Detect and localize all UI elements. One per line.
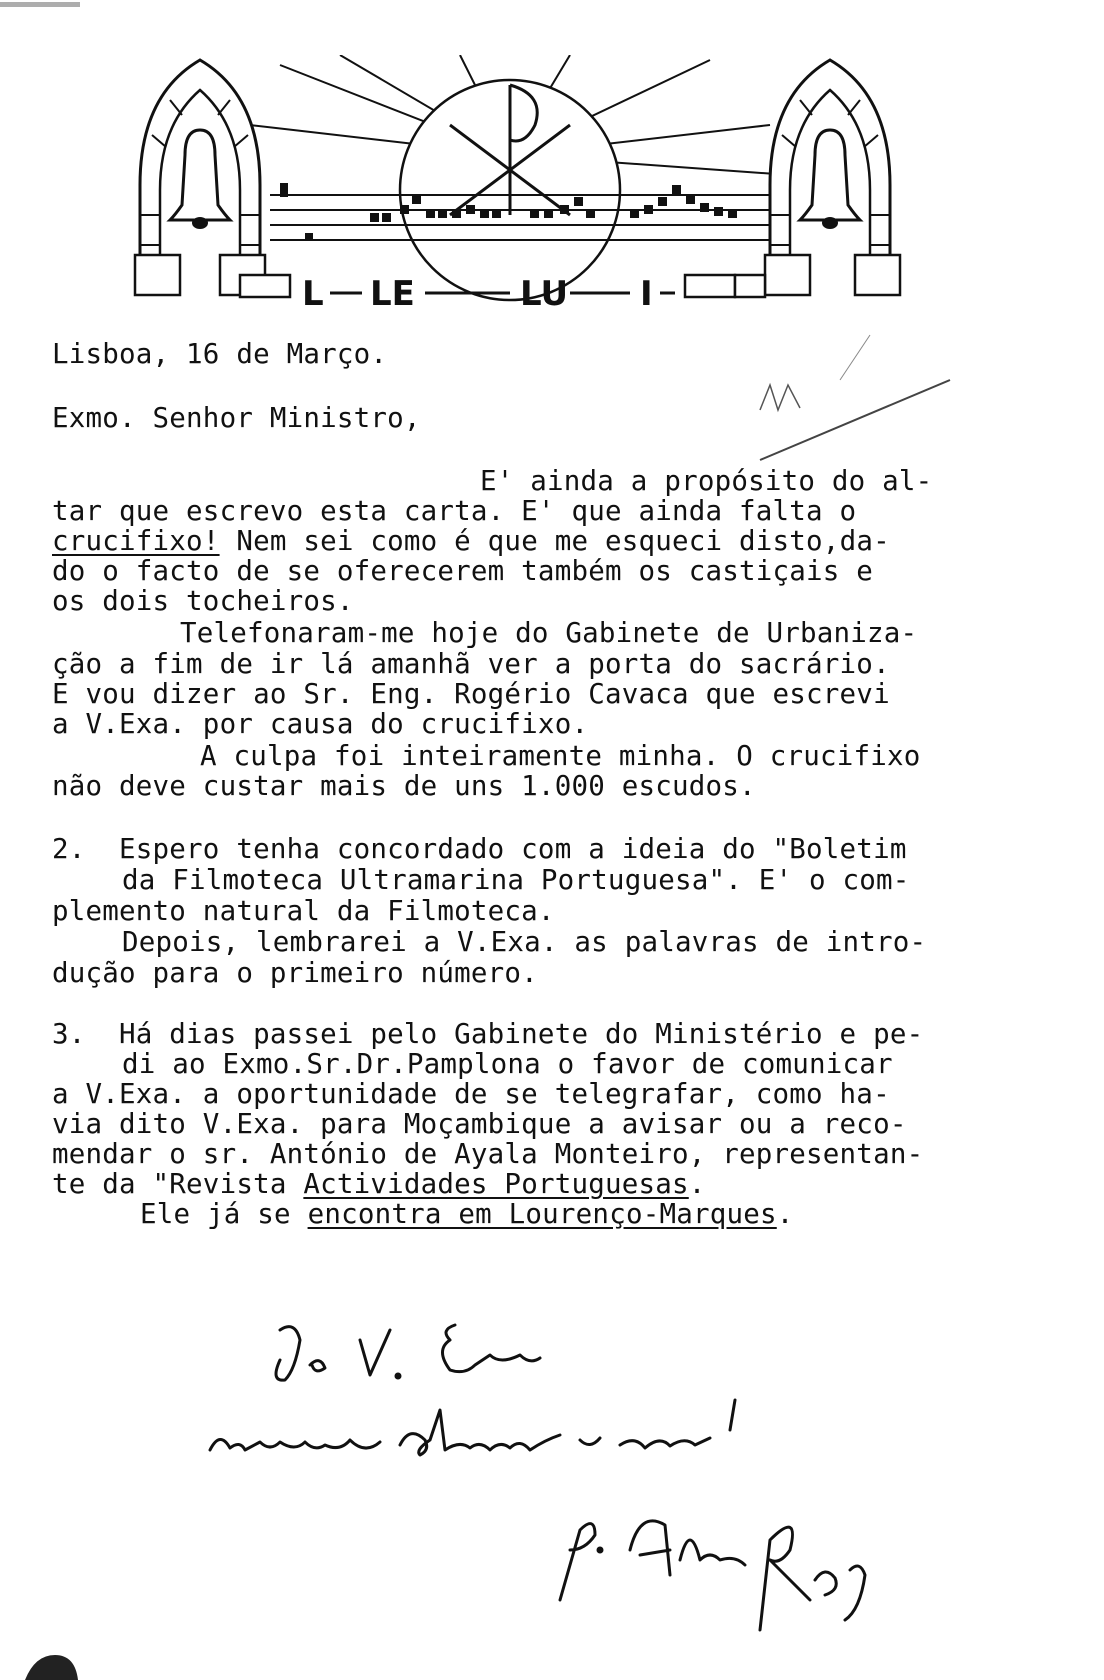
paragraph-line: 2. Espero tenha concordado com a ideia do "Boletim: [52, 833, 907, 865]
paragraph-line: a V.Exa. por causa do crucifixo.: [52, 708, 589, 740]
paragraph-text: .: [688, 1168, 706, 1200]
motto-letter: L: [302, 274, 324, 314]
paragraph-text: Nem sei como é que me esqueci disto,da-: [219, 525, 890, 557]
paragraph-line: tar que escrevo esta carta. E' que ainda falta o: [52, 495, 857, 527]
motto-letter: I: [640, 274, 653, 314]
underlined-text: crucifixo!: [52, 525, 220, 557]
paragraph-line: di ao Exmo.Sr.Dr.Pamplona o favor de comunicar: [122, 1048, 893, 1080]
paragraph-line: A culpa foi inteiramente minha. O crucifixo: [200, 740, 921, 772]
letterhead: [130, 55, 990, 345]
paragraph-line: a V.Exa. a oportunidade de se telegrafar, como ha-: [52, 1078, 890, 1110]
underlined-text: Actividades Portuguesas: [303, 1168, 689, 1200]
place-date: Lisboa, 16 de Março.: [52, 338, 388, 370]
paragraph-line: Telefonaram-me hoje do Gabinete de Urbaniza-: [180, 617, 918, 649]
paragraph-line: dução para o primeiro número.: [52, 957, 538, 989]
paragraph-text: te da "Revista: [52, 1168, 304, 1200]
left-bell-arch: [135, 60, 265, 295]
motto-letter: LE: [370, 274, 415, 314]
motto-letter: LU: [520, 274, 569, 314]
paragraph-text: Ele já se: [140, 1198, 308, 1230]
paragraph-line: via dito V.Exa. para Moçambique a avisar ou a reco-: [52, 1108, 907, 1140]
handwritten-closing-signature: [200, 1310, 920, 1640]
pencil-annotation-mark: [740, 330, 960, 470]
right-bell-arch: [765, 60, 900, 295]
underlined-text: encontra em Lourenço-Marques: [307, 1198, 777, 1230]
salutation: Exmo. Senhor Ministro,: [52, 402, 421, 434]
paragraph-line: [52, 525, 890, 558]
paragraph-line: Depois, lembrarei a V.Exa. as palavras de intro-: [122, 926, 927, 958]
corner-stamp-mark: [0, 0, 90, 10]
paragraph-line: do o facto de se oferecerem também os castiçais e: [52, 555, 874, 587]
paragraph-line: mendar o sr. António de Ayala Monteiro, representan-: [52, 1138, 924, 1170]
stamp-mark: [20, 1640, 80, 1680]
paragraph-line: [140, 1198, 794, 1231]
paragraph-line: E' ainda a propósito do al-: [480, 465, 933, 497]
paragraph-text: .: [776, 1198, 794, 1230]
paragraph-line: E vou dizer ao Sr. Eng. Rogério Cavaca que escrevi: [52, 678, 890, 710]
paragraph-line: 3. Há dias passei pelo Gabinete do Ministério e pe-: [52, 1018, 924, 1050]
paragraph-line: ção a fim de ir lá amanhã ver a porta do sacrário.: [52, 648, 890, 680]
paragraph-line: plemento natural da Filmoteca.: [52, 895, 555, 927]
paragraph-line: os dois tocheiros.: [52, 585, 354, 617]
paragraph-line: [52, 1168, 706, 1201]
paragraph-line: da Filmoteca Ultramarina Portuguesa". E' o com-: [122, 864, 910, 896]
paragraph-line: não deve custar mais de uns 1.000 escudos.: [52, 770, 756, 802]
